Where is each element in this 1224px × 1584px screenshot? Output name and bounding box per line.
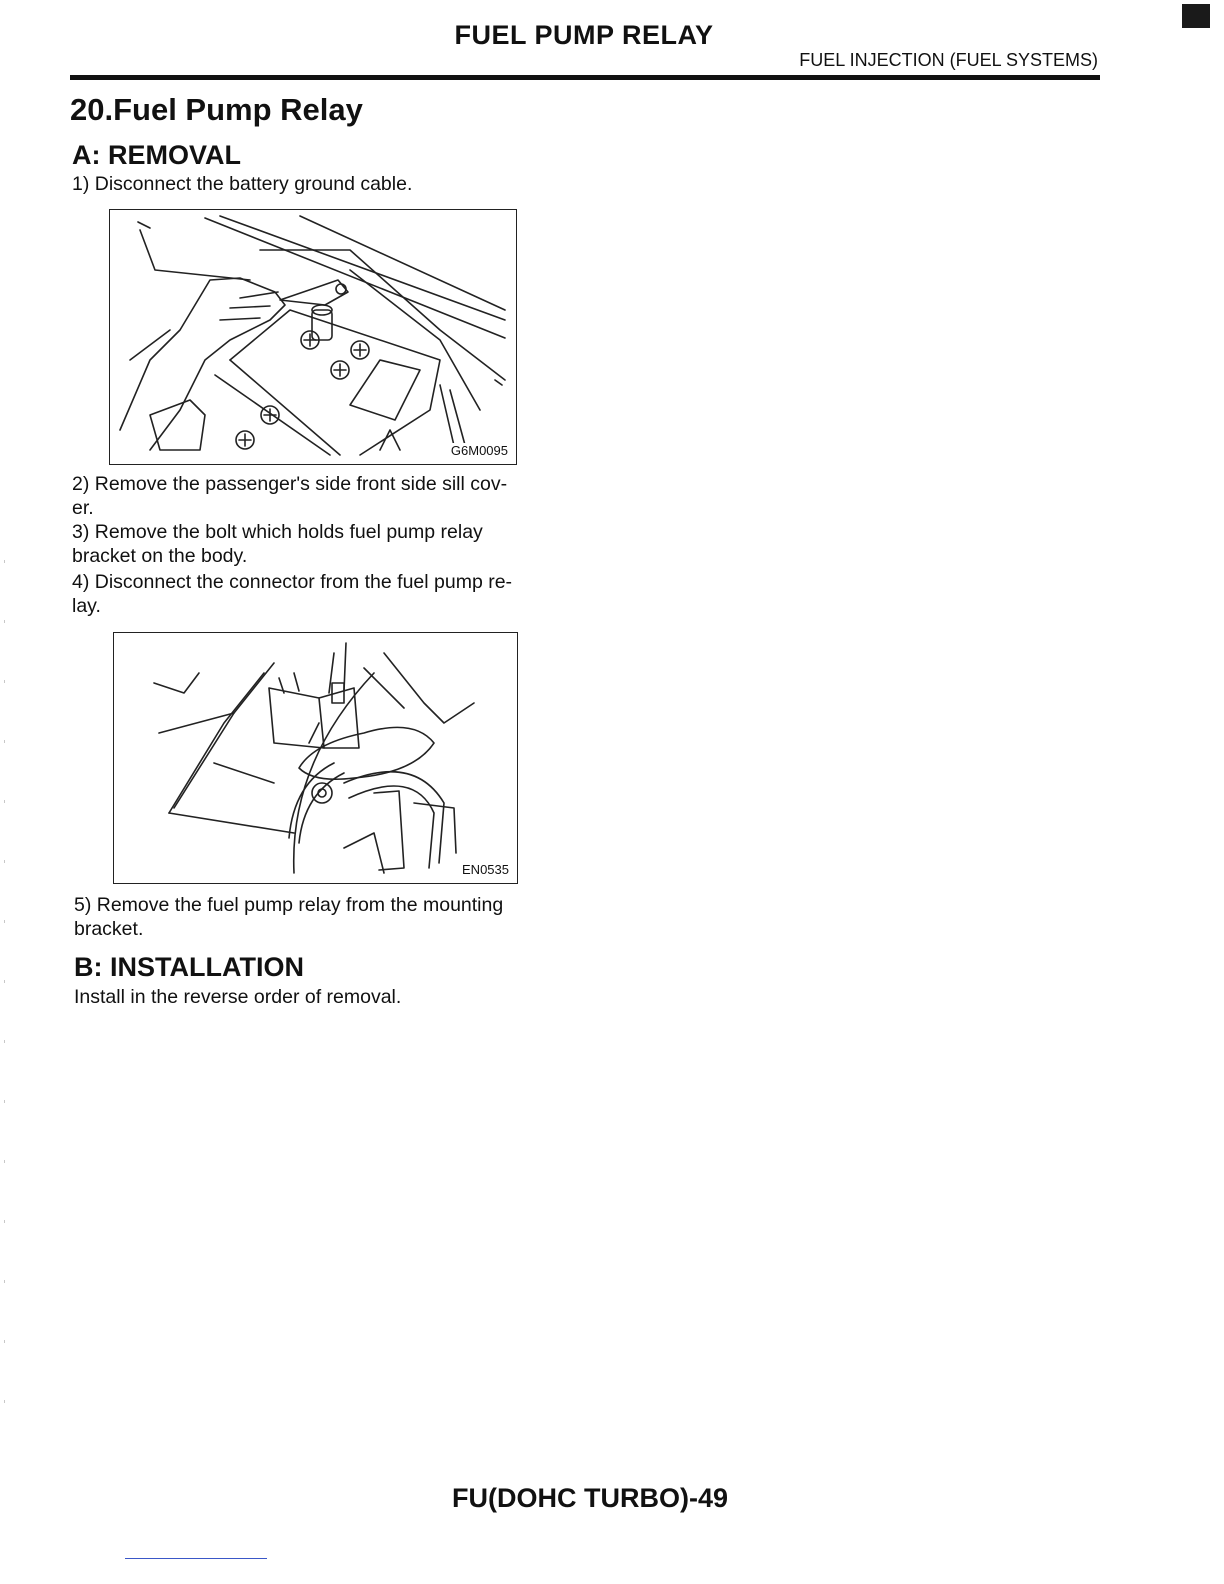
page-header-title: FUEL PUMP RELAY xyxy=(454,20,714,50)
section-title: 20.Fuel Pump Relay xyxy=(70,92,363,127)
figure-battery-terminal xyxy=(109,209,517,465)
page-header-section: FUEL INJECTION (FUEL SYSTEMS) xyxy=(799,50,1098,70)
header-rule xyxy=(70,75,1100,80)
figure-fuel-pump-relay xyxy=(113,632,518,884)
corner-scan-mark xyxy=(1182,4,1210,28)
step-4: 4) Disconnect the connector from the fuel pump re- lay. xyxy=(72,571,513,617)
fuel-pump-relay-illustration xyxy=(114,633,517,883)
step-2: 2) Remove the passenger's side front side sill cov- er. xyxy=(72,473,508,519)
figure-2-code: EN0535 xyxy=(462,862,509,877)
figure-1-code: G6M0095 xyxy=(450,443,508,458)
installation-heading: B: INSTALLATION xyxy=(74,952,304,982)
step-1: 1) Disconnect the battery ground cable. xyxy=(72,173,413,195)
installation-text: Install in the reverse order of removal. xyxy=(74,986,402,1008)
step-5: 5) Remove the fuel pump relay from the mounting bracket. xyxy=(74,894,504,940)
footer-link-line xyxy=(125,1558,267,1559)
battery-terminal-illustration xyxy=(110,210,516,464)
scan-edge-marks xyxy=(4,560,5,1460)
removal-heading: A: REMOVAL xyxy=(72,140,241,170)
step-3: 3) Remove the bolt which holds fuel pump relay bracket on the body. xyxy=(72,521,483,567)
page-footer-label: FU(DOHC TURBO)-49 xyxy=(452,1483,728,1513)
